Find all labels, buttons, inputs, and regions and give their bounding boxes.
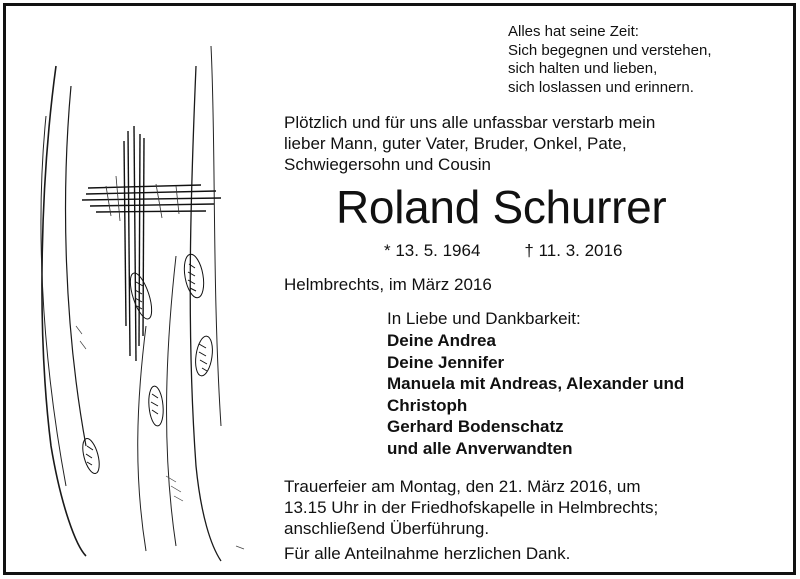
gratitude-heading: In Liebe und Dankbarkeit: (387, 309, 581, 328)
birth-date: * 13. 5. 1964 (384, 241, 481, 260)
funeral-details (284, 476, 658, 539)
thanks-line: Für alle Anteilnahme herzlichen Dank. (284, 544, 571, 563)
death-date: † 11. 3. 2016 (524, 241, 623, 260)
cross-and-wheat-artwork (16, 26, 271, 566)
announcement-line: Schwiegersohn und Cousin (284, 155, 491, 174)
mourners-list (387, 330, 684, 459)
mourner: Christoph (387, 395, 468, 415)
obituary-frame (3, 3, 796, 575)
mourner: Deine Andrea (387, 331, 496, 350)
poem-line: sich halten und lieben, (508, 60, 658, 77)
life-dates (384, 240, 622, 262)
poem (508, 23, 712, 97)
place-and-date: Helmbrechts, im März 2016 (284, 275, 492, 294)
poem-line: Sich begegnen und verstehen, (508, 41, 712, 59)
announcement-text (284, 112, 655, 175)
funeral-line: Trauerfeier am Montag, den 21. März 2016, um (284, 477, 641, 496)
announcement-line: lieber Mann, guter Vater, Bruder, Onkel, Pate, (284, 134, 627, 153)
deceased-name: Roland Schurrer (336, 181, 667, 233)
mourner: Manuela mit Andreas, Alexander und (387, 374, 685, 393)
mourner: Deine Jennifer (387, 352, 505, 372)
poem-line: Alles hat seine Zeit: (508, 23, 639, 40)
funeral-line: anschließend Überführung. (284, 519, 490, 538)
poem-line: sich loslassen und erinnern. (508, 78, 694, 96)
announcement-line: Plötzlich und für uns alle unfassbar verstarb mein (284, 113, 656, 132)
funeral-line: 13.15 Uhr in der Friedhofskapelle in Helmbrechts; (284, 498, 659, 517)
mourner: Gerhard Bodenschatz (387, 417, 564, 436)
mourner: und alle Anverwandten (387, 438, 573, 458)
